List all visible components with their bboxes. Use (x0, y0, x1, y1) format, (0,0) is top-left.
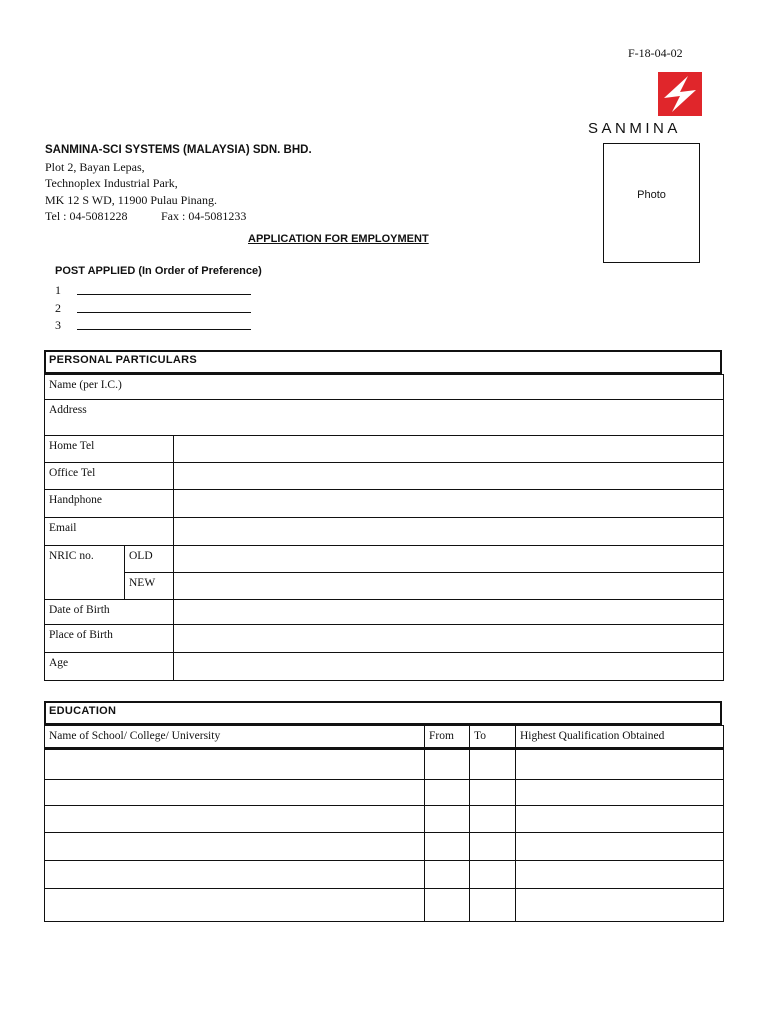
home-tel-field[interactable] (174, 436, 724, 463)
to-column-header: To (470, 726, 516, 749)
pob-row (45, 625, 724, 653)
nric-new-label: NEW (125, 573, 174, 600)
address-line-3: MK 12 S WD, 11900 Pulau Pinang. (45, 192, 218, 207)
name-field[interactable] (45, 375, 724, 400)
age-label: Age (45, 653, 174, 681)
home-tel-label: Home Tel (45, 436, 174, 463)
from-cell[interactable] (425, 749, 470, 780)
education-row (45, 889, 724, 922)
handphone-label: Handphone (45, 490, 174, 518)
office-tel-row (45, 463, 724, 490)
from-cell[interactable] (425, 861, 470, 889)
education-row (45, 806, 724, 833)
personal-particulars-table (44, 374, 724, 681)
contact-row (45, 208, 312, 225)
school-cell[interactable] (45, 780, 425, 806)
name-label: Name (per I.C.) (49, 379, 122, 391)
qualification-cell[interactable] (516, 889, 724, 922)
education-table (44, 725, 724, 922)
to-cell[interactable] (470, 749, 516, 780)
nric-old-label: OLD (125, 546, 174, 573)
photo-box[interactable] (603, 143, 700, 263)
age-row (45, 653, 724, 681)
preference-number-2: 2 (55, 301, 61, 315)
education-row (45, 780, 724, 806)
education-header-row (45, 726, 724, 749)
name-row (45, 375, 724, 400)
address-label: Address (49, 404, 87, 416)
school-cell[interactable] (45, 889, 425, 922)
handphone-field[interactable] (174, 490, 724, 518)
nric-new-row (45, 573, 724, 600)
from-cell[interactable] (425, 780, 470, 806)
to-cell[interactable] (470, 780, 516, 806)
school-cell[interactable] (45, 806, 425, 833)
preference-line-2[interactable] (77, 312, 251, 313)
photo-label: Photo (637, 189, 666, 201)
school-cell[interactable] (45, 833, 425, 861)
dob-label: Date of Birth (45, 600, 174, 625)
to-cell[interactable] (470, 861, 516, 889)
post-applied-heading: POST APPLIED (In Order of Preference) (55, 265, 262, 277)
company-fax: Fax : 04-5081233 (161, 209, 247, 223)
company-tel: Tel : 04-5081228 (45, 209, 128, 223)
personal-particulars-title: PERSONAL PARTICULARS (49, 354, 197, 366)
education-row (45, 861, 724, 889)
to-cell[interactable] (470, 889, 516, 922)
company-name: SANMINA-SCI SYSTEMS (MALAYSIA) SDN. BHD. (45, 144, 312, 156)
preference-line-3[interactable] (77, 329, 251, 330)
nric-old-field[interactable] (174, 546, 724, 573)
sanmina-logo-icon (658, 72, 702, 116)
education-header (44, 701, 722, 725)
office-tel-label: Office Tel (45, 463, 174, 490)
email-label: Email (45, 518, 174, 546)
qualification-cell[interactable] (516, 861, 724, 889)
school-column-header: Name of School/ College/ University (45, 726, 425, 749)
age-field[interactable] (174, 653, 724, 681)
dob-field[interactable] (174, 600, 724, 625)
address-row (45, 400, 724, 436)
school-cell[interactable] (45, 749, 425, 780)
document-title: APPLICATION FOR EMPLOYMENT (248, 233, 429, 245)
qualification-cell[interactable] (516, 833, 724, 861)
address-line-2: Technoplex Industrial Park, (45, 176, 178, 190)
email-field[interactable] (174, 518, 724, 546)
office-tel-field[interactable] (174, 463, 724, 490)
email-row (45, 518, 724, 546)
address-line-1: Plot 2, Bayan Lepas, (45, 159, 145, 174)
personal-particulars-header (44, 350, 722, 374)
education-row (45, 833, 724, 861)
qualification-column-header: Highest Qualification Obtained (516, 726, 724, 749)
pob-label: Place of Birth (45, 625, 174, 653)
form-code: F-18-04-02 (628, 46, 683, 60)
handphone-row (45, 490, 724, 518)
logo-text: SANMINA (588, 120, 681, 137)
nric-new-field[interactable] (174, 573, 724, 600)
qualification-cell[interactable] (516, 780, 724, 806)
dob-row (45, 600, 724, 625)
preference-number-3: 3 (55, 318, 61, 332)
education-title: EDUCATION (49, 705, 117, 717)
address-field[interactable] (45, 400, 724, 436)
preference-line-1[interactable] (77, 294, 251, 295)
from-cell[interactable] (425, 889, 470, 922)
nric-label: NRIC no. (45, 546, 125, 600)
home-tel-row (45, 436, 724, 463)
from-cell[interactable] (425, 833, 470, 861)
from-cell[interactable] (425, 806, 470, 833)
education-row (45, 749, 724, 780)
from-column-header: From (425, 726, 470, 749)
to-cell[interactable] (470, 806, 516, 833)
to-cell[interactable] (470, 833, 516, 861)
nric-old-row (45, 546, 724, 573)
school-cell[interactable] (45, 861, 425, 889)
preference-number-1: 1 (55, 283, 61, 297)
qualification-cell[interactable] (516, 806, 724, 833)
pob-field[interactable] (174, 625, 724, 653)
company-address-block (45, 142, 312, 225)
qualification-cell[interactable] (516, 749, 724, 780)
